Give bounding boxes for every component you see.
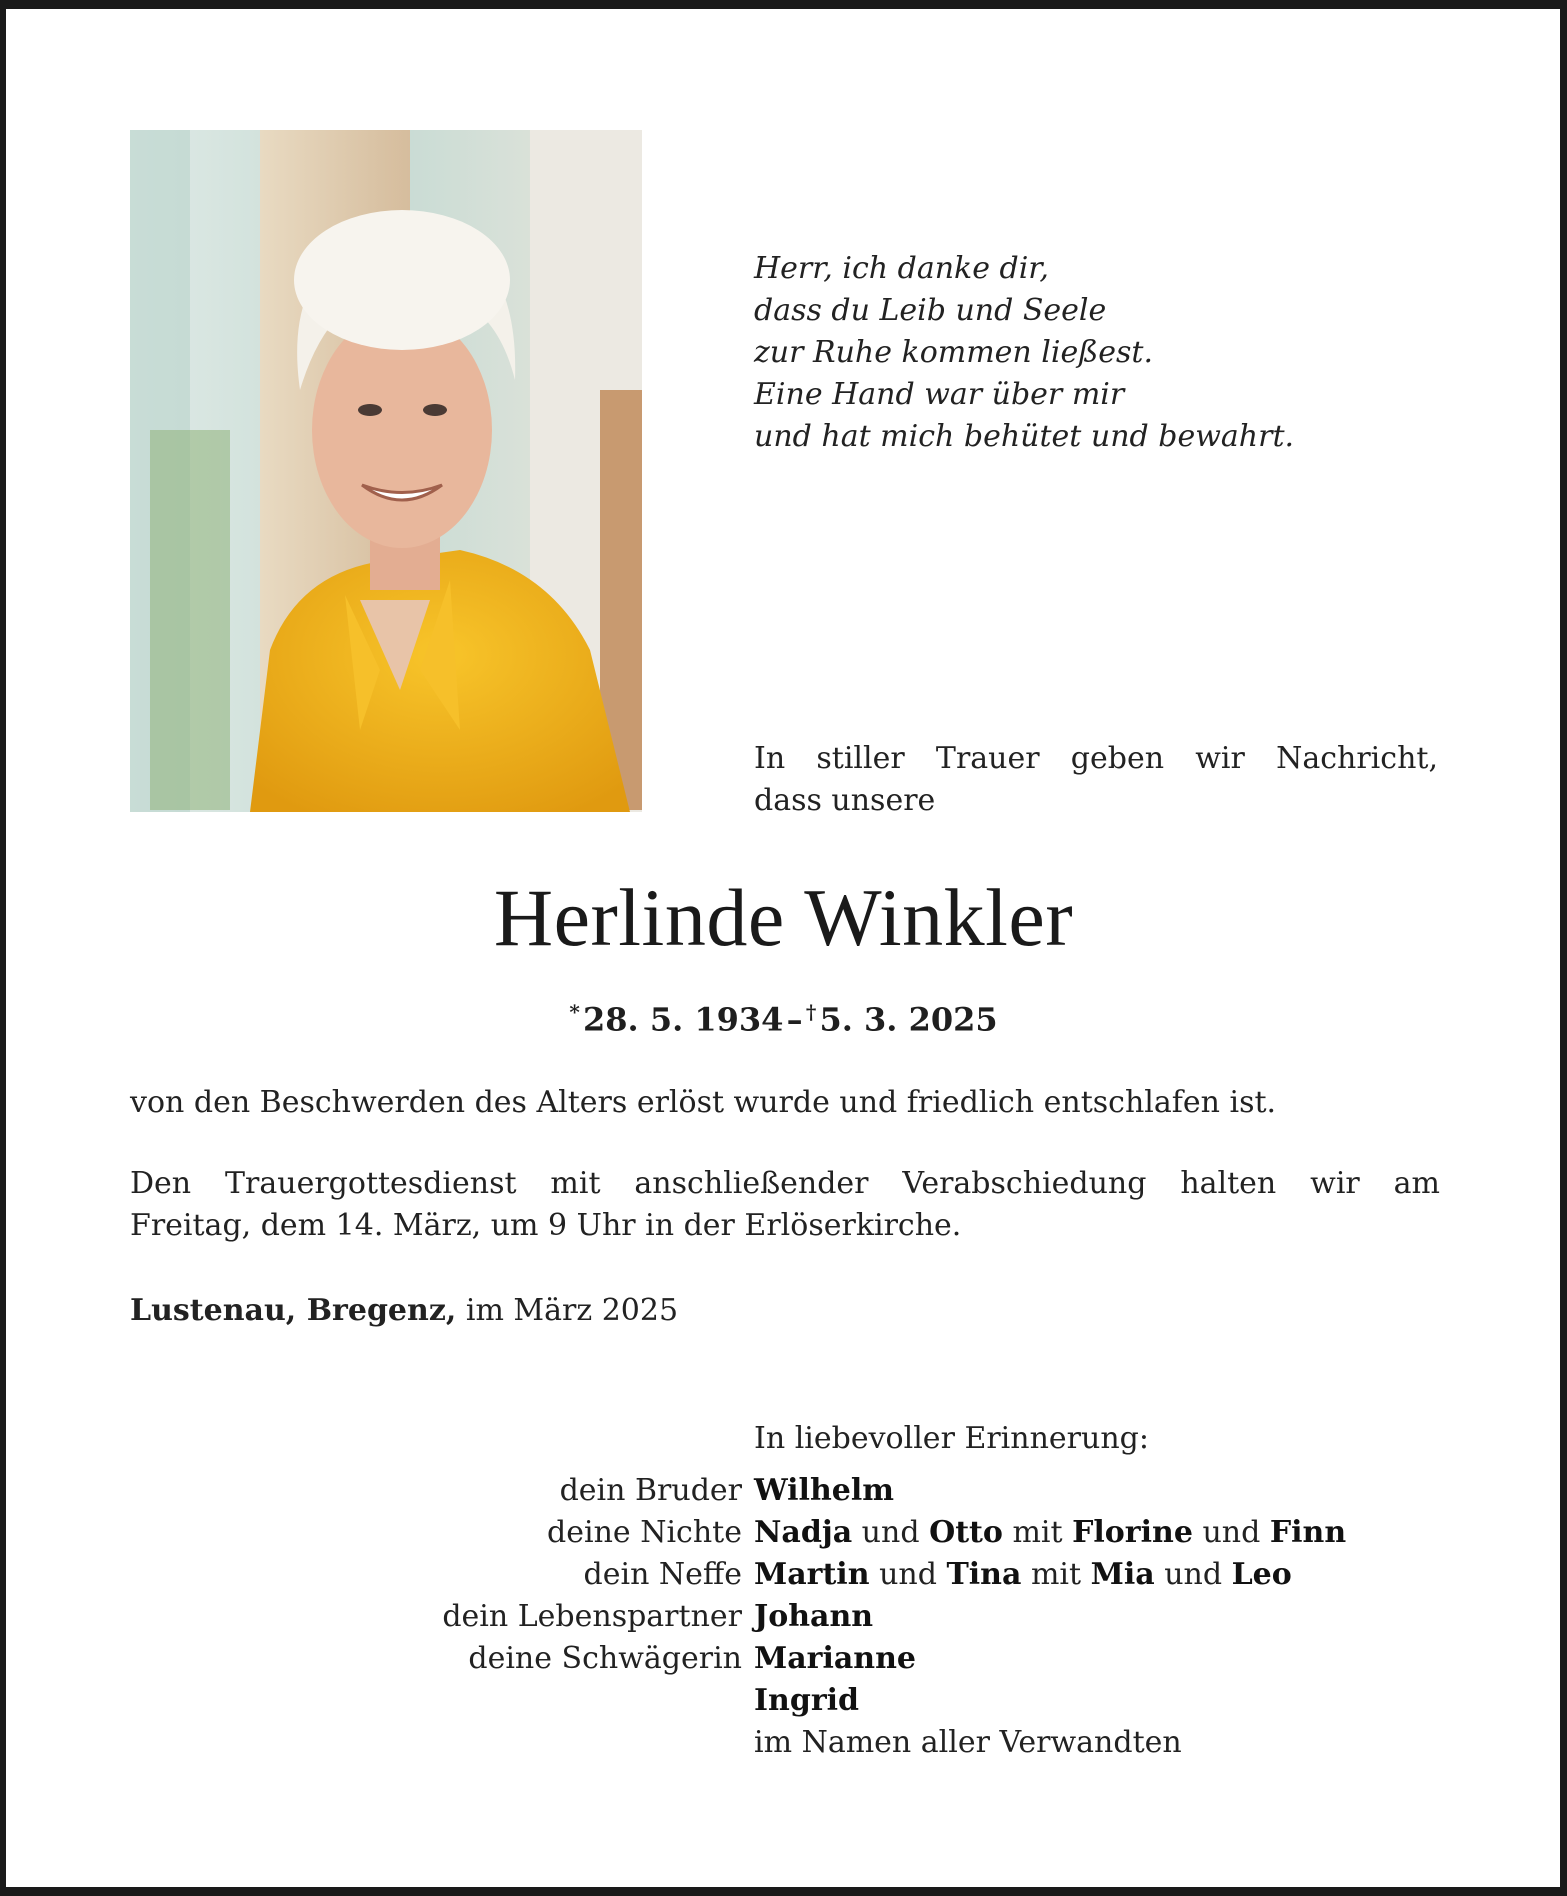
relative-name: Martin	[754, 1557, 870, 1592]
relative-names	[754, 1470, 894, 1512]
place: Lustenau, Bregenz,	[130, 1293, 457, 1328]
relative-row	[300, 1722, 1500, 1764]
intro-text	[754, 738, 1438, 822]
remembrance-heading: In liebevoller Erinnerung:	[754, 1421, 1149, 1456]
relative-name: Ingrid	[754, 1683, 859, 1718]
poem	[754, 248, 1294, 458]
relative-row	[300, 1638, 1500, 1680]
relative-name: Johann	[754, 1599, 874, 1634]
relation-label	[300, 1680, 754, 1722]
death-date: 5. 3. 2025	[819, 1000, 998, 1039]
relative-names	[754, 1722, 1182, 1764]
portrait-photo-icon	[130, 130, 642, 812]
poem-line: dass du Leib und Seele	[754, 293, 1107, 328]
poem-line: und hat mich behütet und bewahrt.	[754, 419, 1295, 454]
poem-line: Herr, ich danke dir,	[754, 251, 1049, 286]
relative-names	[754, 1638, 916, 1680]
connector-text: und	[1192, 1515, 1270, 1550]
relation-label	[300, 1722, 754, 1764]
deceased-name: Herlinde Winkler	[493, 872, 1074, 963]
poem-line: zur Ruhe kommen ließest.	[754, 335, 1153, 370]
paragraph-released: von den Beschwerden des Alters erlöst wurde und friedlich entschlafen ist.	[130, 1085, 1277, 1120]
service-line: Freitag, dem 14. März, um 9 Uhr in der Erlöserkirche.	[130, 1208, 962, 1243]
relative-name: Florine	[1072, 1515, 1193, 1550]
relative-row	[300, 1596, 1500, 1638]
relative-name: Finn	[1269, 1515, 1347, 1550]
relation-label: dein Neffe	[583, 1557, 742, 1592]
relative-row	[300, 1512, 1500, 1554]
relative-name: Wilhelm	[754, 1473, 894, 1508]
relative-name: Otto	[929, 1515, 1003, 1550]
relatives-list	[300, 1470, 1500, 1764]
death-mark: †	[805, 1000, 817, 1024]
date-separator: –	[786, 1000, 803, 1039]
relative-name: Tina	[946, 1557, 1022, 1592]
relative-name: Marianne	[754, 1641, 916, 1676]
connector-text: im Namen aller Verwandten	[754, 1725, 1182, 1760]
poem-line: Eine Hand war über mir	[754, 377, 1125, 412]
relative-names	[754, 1596, 873, 1638]
birth-mark: *	[569, 1000, 580, 1024]
relative-name: Leo	[1231, 1557, 1292, 1592]
intro-line: dass unsere	[754, 783, 936, 818]
connector-text: mit	[1002, 1515, 1073, 1550]
service-line: Den Trauergottesdienst mit anschließender Verabschiedung halten wir am	[130, 1166, 1440, 1201]
relative-name: Nadja	[754, 1515, 853, 1550]
place-date	[130, 1290, 1440, 1332]
life-dates	[0, 1000, 1567, 1039]
relative-row	[300, 1470, 1500, 1512]
portrait-photo	[130, 130, 642, 812]
relative-name: Mia	[1090, 1557, 1155, 1592]
birth-date: 28. 5. 1934	[583, 1000, 784, 1039]
connector-text: und	[852, 1515, 930, 1550]
date: im März 2025	[465, 1293, 679, 1328]
relation-label: deine Schwägerin	[468, 1641, 742, 1676]
connector-text: mit	[1021, 1557, 1091, 1592]
relative-row	[300, 1554, 1500, 1596]
connector-text: und	[1154, 1557, 1232, 1592]
relation-label: dein Lebenspartner	[442, 1599, 742, 1634]
paragraph-service	[130, 1163, 1440, 1247]
relative-names	[754, 1680, 859, 1722]
connector-text: und	[869, 1557, 947, 1592]
relation-label: deine Nichte	[547, 1515, 742, 1550]
relative-names	[754, 1512, 1346, 1554]
relative-row	[300, 1680, 1500, 1722]
relation-label: dein Bruder	[559, 1473, 742, 1508]
relative-names	[754, 1554, 1292, 1596]
intro-line: In stiller Trauer geben wir Nachricht,	[754, 741, 1438, 776]
